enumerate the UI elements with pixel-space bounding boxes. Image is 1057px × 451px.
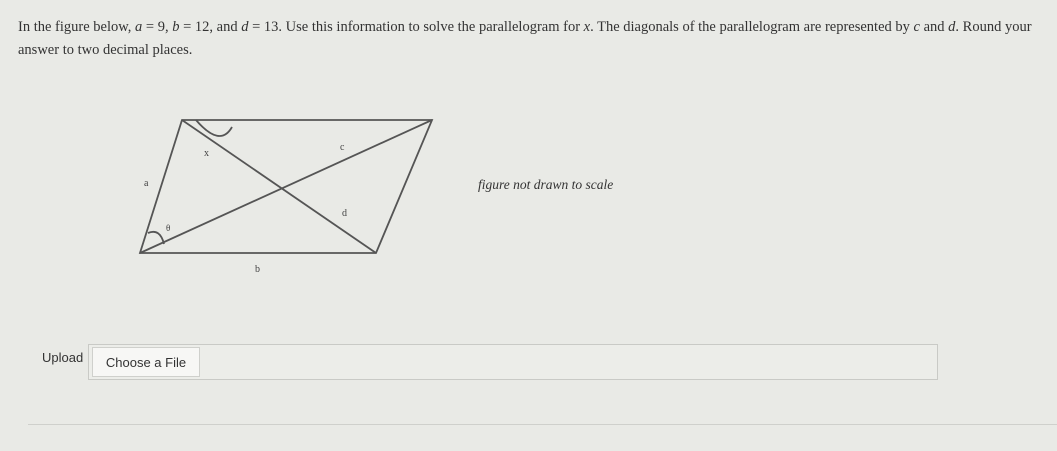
var-x: x bbox=[583, 19, 591, 35]
label-b: b bbox=[255, 264, 260, 275]
angle-theta-arc bbox=[148, 232, 164, 244]
var-d: d bbox=[948, 19, 956, 35]
problem-text: . Round your answer to two decimal places. bbox=[18, 19, 1032, 58]
upload-label: Upload bbox=[42, 350, 84, 365]
file-upload-field[interactable] bbox=[88, 344, 938, 380]
label-d: d bbox=[342, 208, 347, 219]
var-b: b bbox=[172, 19, 180, 35]
problem-text: . The diagonals of the parallelogram are represented by bbox=[590, 19, 914, 35]
problem-text: and bbox=[919, 19, 949, 35]
parallelogram-figure bbox=[120, 108, 450, 288]
choose-file-button[interactable]: Choose a File bbox=[92, 347, 200, 377]
diagonal-c bbox=[182, 120, 376, 253]
problem-text: = 13. Use this information to solve the parallelogram for bbox=[248, 19, 584, 35]
label-c: c bbox=[340, 142, 345, 153]
var-d: d bbox=[241, 19, 249, 35]
figure-note: figure not drawn to scale bbox=[478, 177, 614, 192]
diagonal-d bbox=[140, 120, 432, 253]
label-theta: θ bbox=[166, 223, 171, 233]
var-a: a bbox=[135, 19, 143, 35]
problem-text: = 9, bbox=[142, 19, 173, 35]
problem-statement bbox=[18, 16, 1048, 62]
divider bbox=[28, 424, 1057, 425]
label-x: x bbox=[204, 148, 209, 159]
var-c: c bbox=[913, 19, 920, 35]
problem-text: In the figure below, bbox=[18, 19, 136, 35]
label-a: a bbox=[144, 178, 149, 189]
problem-text: = 12, and bbox=[179, 19, 242, 35]
